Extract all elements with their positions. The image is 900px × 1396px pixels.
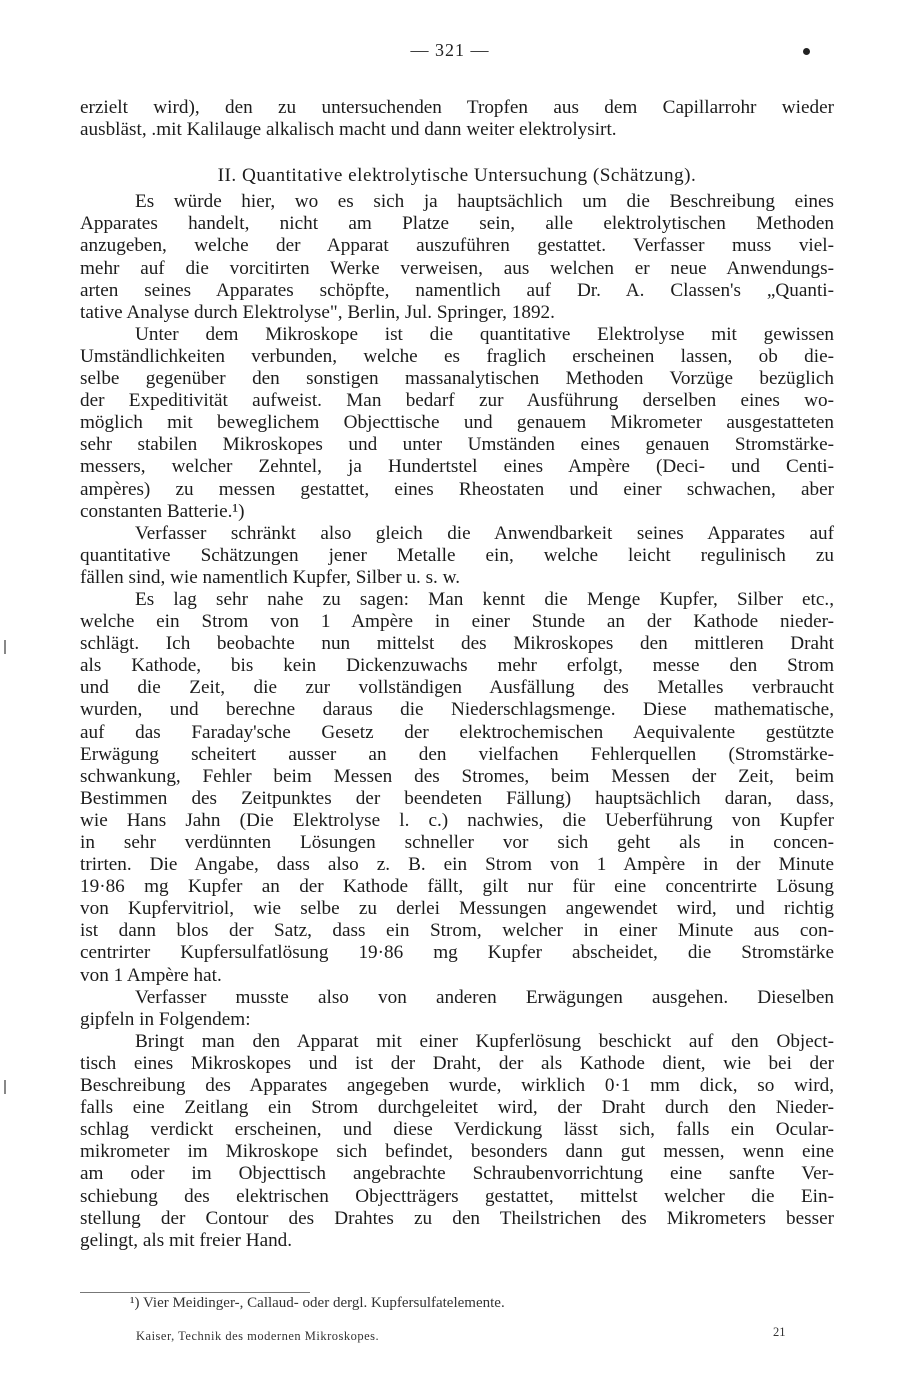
section-heading: II. Quantitative elektrolytische Untersuchung (Schätzung).: [217, 165, 697, 187]
page-number: — 321 —: [410, 40, 490, 60]
text-line: falls eine Zeitlang ein Strom durchgeleitet wird, der Draht durch den Nieder-: [80, 1097, 834, 1119]
text-line: schlag verdickt erscheinen, und diese Verdickung lässt sich, falls ein Ocular-: [80, 1119, 834, 1141]
text-line: Es lag sehr nahe zu sagen: Man kennt die Menge Kupfer, Silber etc.,: [135, 588, 834, 610]
text-line: tative Analyse durch Elektrolyse", Berlin, Jul. Springer, 1892.: [80, 301, 555, 323]
text-line: wurden, und berechne daraus die Niederschlagsmenge. Diese mathematische,: [80, 699, 834, 721]
footnote: ¹) Vier Meidinger-, Callaud- oder dergl. Kupfersulfatelemente.: [130, 1295, 505, 1311]
text-line: auf das Faraday'sche Gesetz der elektrochemischen Aequivalente gestützte: [80, 721, 834, 743]
text-line: Es würde hier, wo es sich ja hauptsächlich um die Beschreibung eines: [135, 191, 834, 213]
signature-mark: 21: [773, 1325, 786, 1339]
text-line: sehr stabilen Mikroskopes und unter Umständen eines genauen Stromstärke-: [80, 434, 834, 456]
text-line: von Kupfervitriol, wie selbe zu derlei Messungen angewendet wird, und richtig: [80, 898, 834, 920]
text-line: der Expeditivität aufweist. Man bedarf zur Ausführung derselben eines wo-: [80, 390, 834, 412]
body-text: [80, 97, 834, 1252]
text-line: centrirter Kupfersulfatlösung 19·86 mg Kupfer abscheidet, die Stromstärke: [80, 942, 834, 964]
text-line: 19·86 mg Kupfer an der Kathode fällt, gilt nur für eine concentrirte Lösung: [80, 876, 834, 898]
text-line: als Kathode, bis kein Dickenzuwachs mehr erfolgt, messe den Strom: [80, 655, 834, 677]
text-line: in sehr verdünnten Lösungen schneller vor sich geht als in concen-: [80, 832, 834, 853]
text-line: messers, welcher Zehntel, ja Hundertstel eines Ampère (Deci- und Centi-: [80, 456, 834, 478]
footnote-divider: [80, 1292, 310, 1293]
text-line: mikrometer im Mikroskope sich befindet, besonders dann gut messen, wenn eine: [80, 1141, 834, 1163]
text-line: Erwägung scheitert ausser an den vielfachen Fehlerquellen (Stromstärke-: [80, 743, 834, 765]
text-line: fällen sind, wie namentlich Kupfer, Silber u. s. w.: [80, 566, 461, 588]
text-line: ausbläst, .mit Kalilauge alkalisch macht und dann weiter elektrolysirt.: [80, 119, 617, 141]
text-line: mehr auf die vorcitirten Werke verweisen, aus welchen er neue Anwendungs-: [80, 257, 834, 279]
text-line: möglich mit beweglichem Objecttische und genauem Mikrometer ausgestatteten: [80, 412, 834, 434]
text-line: Beschreibung des Apparates angegeben wurde, wirklich 0·1 mm dick, so wird,: [80, 1075, 834, 1097]
text-line: anzugeben, welche der Apparat auszuführen gestattet. Verfasser muss viel-: [80, 235, 834, 257]
text-line: Verfasser musste also von anderen Erwägungen ausgehen. Dieselben: [135, 986, 834, 1008]
margin-mark: [4, 1080, 6, 1094]
text-line: und die Zeit, die zur vollständigen Ausfällung des Metalles verbraucht: [80, 677, 834, 699]
text-line: schlägt. Ich beobachte nun mittelst des Mikroskopes den mittleren Draht: [80, 633, 834, 655]
text-line: ampères) zu messen gestattet, eines Rheostaten und einer schwachen, aber: [80, 478, 834, 500]
text-line: ist dann blos der Satz, dass ein Strom, welcher in einer Minute aus con-: [80, 920, 834, 942]
text-line: Bringt man den Apparat mit einer Kupferlösung beschickt auf den Object-: [135, 1030, 834, 1052]
text-line: constanten Batterie.¹): [80, 500, 245, 522]
text-line: Bestimmen des Zeitpunktes der beendeten Fällung) hauptsächlich daran, dass,: [80, 787, 834, 809]
text-line: von 1 Ampère hat.: [80, 964, 222, 986]
text-line: selbe gegenüber den sonstigen massanalytischen Methoden Vorzüge bezüglich: [80, 368, 834, 390]
text-line: schwankung, Fehler beim Messen des Stromes, beim Messen der Zeit, beim: [80, 765, 834, 787]
text-line: tisch eines Mikroskopes und ist der Draht, der als Kathode dient, wie bei der: [80, 1052, 834, 1074]
text-line: Umständlichkeiten verbunden, welche es fraglich erscheinen lassen, ob die-: [80, 345, 834, 367]
ink-speck: [803, 48, 810, 55]
text-line: trirten. Die Angabe, dass also z. B. ein Strom von 1 Ampère in der Minute: [80, 854, 834, 876]
text-line: Unter dem Mikroskope ist die quantitative Elektrolyse mit gewissen: [135, 323, 834, 345]
text-line: quantitative Schätzungen jener Metalle ein, welche leicht regulinisch zu: [80, 544, 834, 566]
text-line: Verfasser schränkt also gleich die Anwendbarkeit seines Apparates auf: [135, 522, 834, 544]
text-line: gelingt, als mit freier Hand.: [80, 1229, 293, 1251]
text-line: arten seines Apparates schöpfte, namentlich auf Dr. A. Classen's „Quanti-: [80, 279, 834, 301]
text-line: stellung der Contour des Drahtes zu den Theilstrichen des Mikrometers besser: [80, 1207, 834, 1229]
text-line: am oder im Objecttisch angebrachte Schraubenvorrichtung eine sanfte Ver-: [80, 1163, 834, 1185]
text-line: gipfeln in Folgendem:: [80, 1008, 251, 1030]
printer-signature: Kaiser, Technik des modernen Mikroskopes.: [136, 1329, 380, 1343]
text-line: erzielt wird), den zu untersuchenden Tropfen aus dem Capillarrohr wieder: [80, 97, 834, 118]
margin-mark: [4, 640, 6, 654]
text-line: Apparates handelt, nicht am Platze sein, alle elektrolytischen Methoden: [80, 213, 834, 235]
text-line: wie Hans Jahn (Die Elektrolyse l. c.) nachwies, die Ueberführung von Kupfer: [80, 809, 834, 831]
text-line: welche ein Strom von 1 Ampère in einer Stunde an der Kathode nieder-: [80, 611, 834, 633]
text-line: schiebung des elektrischen Objectträgers gestattet, mittelst welcher die Ein-: [80, 1185, 834, 1207]
